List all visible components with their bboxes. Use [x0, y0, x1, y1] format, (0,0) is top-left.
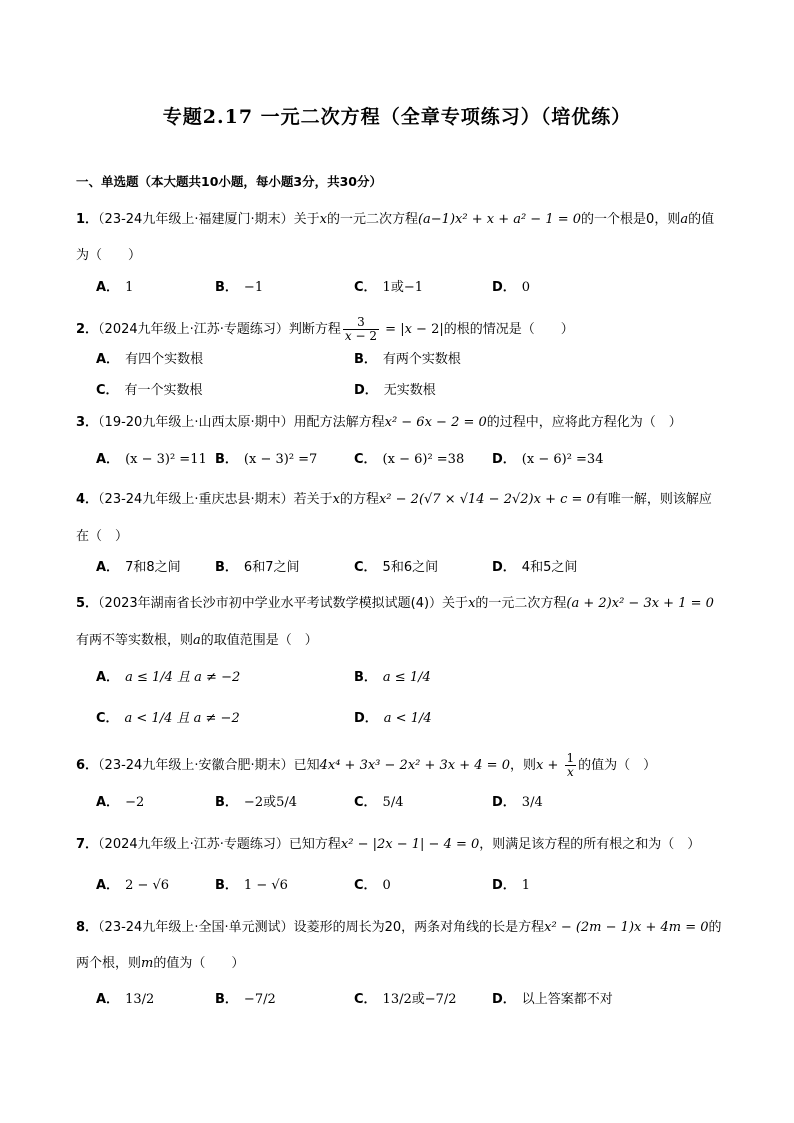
option-c[interactable]: C． 13/2或−7/2 — [354, 992, 457, 1007]
option-d[interactable]: D． 3/4 — [492, 795, 543, 810]
question-2: 2．（2024九年级上·江苏·专题练习）判断方程 $\frac{3}{x - 2}$ = |x − 2|的根的情况是（ ） — [76, 315, 574, 343]
option-b[interactable]: B． 6和7之间 — [215, 560, 300, 575]
option-a[interactable]: A． 有四个实数根 — [96, 352, 204, 367]
option-d[interactable]: D． (x − 6)² =34 — [492, 452, 604, 467]
question-6: 6．（23-24九年级上·安徽合肥·期末）已知4x⁴ + 3x³ − 2x² + 3x + 4 = 0，则x + $\frac{1}{x}$ 的值为（ ） — [76, 751, 657, 779]
option-c[interactable]: C． (x − 6)² =38 — [354, 452, 465, 467]
option-d[interactable]: D． 4和5之间 — [492, 560, 578, 575]
option-c[interactable]: C． 5和6之间 — [354, 560, 439, 575]
option-c[interactable]: C． 有一个实数根 — [96, 383, 203, 398]
question-3: 3．（19-20九年级上·山西太原·期中）用配方法解方程x² − 6x − 2 = 0的过程中，应将此方程化为（ ） — [76, 415, 682, 430]
option-b[interactable]: B． −1 — [215, 280, 264, 295]
question-1: 1．（23-24九年级上·福建厦门·期末）关于x的一元二次方程(a−1)x² + x + a² − 1 = 0的一个根是0，则a的值 — [76, 212, 715, 227]
option-d[interactable]: D． 以上答案都不对 — [492, 992, 613, 1007]
option-a[interactable]: A． −2 — [96, 795, 145, 810]
equation: (a−1)x² + x + a² − 1 = 0 — [417, 212, 582, 227]
question-4: 4．（23-24九年级上·重庆忠县·期末）若关于x的方程x² − 2(√7 × √14 − 2√2)x + c = 0有唯一解，则该解应 — [76, 492, 712, 507]
option-b[interactable]: B． −7/2 — [215, 992, 276, 1007]
question-1-cont: 为（ ） — [76, 248, 142, 263]
question-source: （23-24九年级上·福建厦门·期末） — [98, 212, 294, 227]
question-7: 7．（2024九年级上·江苏·专题练习）已知方程x² − |2x − 1| − 4 = 0，则满足该方程的所有根之和为（ ） — [76, 837, 701, 852]
question-5-cont: 有两不等实数根，则a的取值范围是（ ） — [76, 633, 318, 648]
document-title: 专题2.17 一元二次方程（全章专项练习）（培优练） — [162, 106, 632, 128]
option-c[interactable]: C． a < 1/4 且 a ≠ −2 — [96, 711, 240, 726]
option-c[interactable]: C． 0 — [354, 878, 391, 893]
question-5: 5．（2023年湖南省长沙市初中学业水平考试数学模拟试题(4)）关于x的一元二次方程(a + 2)x² − 3x + 1 = 0 — [76, 596, 714, 611]
equation-fraction: $\frac{3}{x - 2}$ — [344, 315, 378, 343]
option-a[interactable]: A． (x − 3)² =11 — [96, 452, 207, 467]
option-a[interactable]: A． 13/2 — [96, 992, 155, 1007]
option-a[interactable]: A． 2 − √6 — [96, 878, 170, 893]
option-d[interactable]: D． 无实数根 — [354, 383, 436, 398]
option-a[interactable]: A． 7和8之间 — [96, 560, 181, 575]
option-c[interactable]: C． 5/4 — [354, 795, 404, 810]
option-d[interactable]: D． 0 — [492, 280, 531, 295]
option-a[interactable]: A． 1 — [96, 280, 134, 295]
question-8: 8．（23-24九年级上·全国·单元测试）设菱形的周长为20，两条对角线的长是方程x² − (2m − 1)x + 4m = 0的 — [76, 920, 722, 935]
option-b[interactable]: B． −2或5/4 — [215, 795, 298, 810]
option-b[interactable]: B． 有两个实数根 — [354, 352, 461, 367]
option-d[interactable]: D． 1 — [492, 878, 531, 893]
option-c[interactable]: C． 1或−1 — [354, 280, 423, 295]
option-d[interactable]: D． a < 1/4 — [354, 711, 432, 726]
option-b[interactable]: B． a ≤ 1/4 — [354, 670, 431, 685]
question-4-cont: 在（ ） — [76, 529, 129, 544]
section-heading: 一、单选题（本大题共10小题，每小题3分，共30分） — [76, 174, 382, 189]
option-b[interactable]: B． 1 − √6 — [215, 878, 288, 893]
option-a[interactable]: A． a ≤ 1/4 且 a ≠ −2 — [96, 670, 241, 685]
question-8-cont: 两个根，则m的值为（ ） — [76, 956, 245, 971]
option-b[interactable]: B． (x − 3)² =7 — [215, 452, 318, 467]
